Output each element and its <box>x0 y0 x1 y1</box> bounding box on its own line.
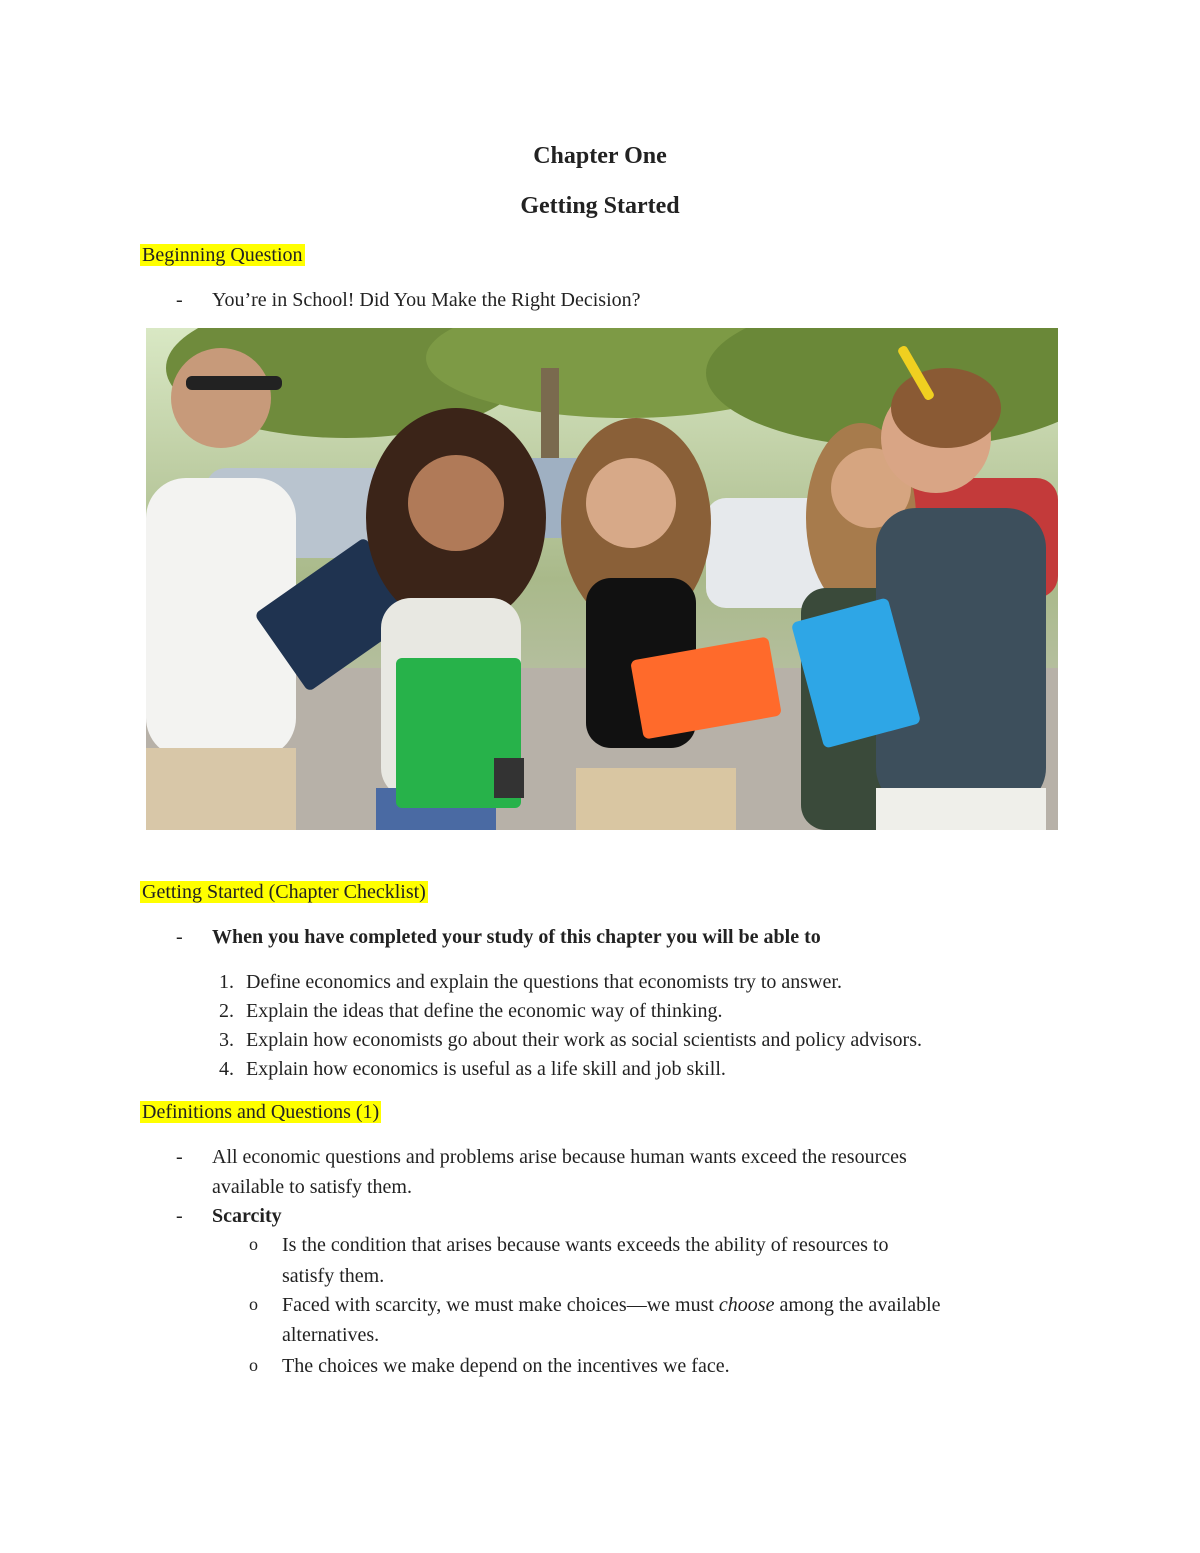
sub-bullet: o <box>249 1355 258 1375</box>
dash-bullet: - <box>176 926 183 948</box>
checklist-highlight: Getting Started (Chapter Checklist) <box>142 881 426 903</box>
students-photo <box>146 328 1058 830</box>
beginning-question-highlight: Beginning Question <box>142 244 303 266</box>
list-number: 1. <box>219 971 234 993</box>
sub-item-2-line2: alternatives. <box>282 1324 380 1346</box>
dash-bullet: - <box>176 289 183 311</box>
sub-item-2-emphasis: choose <box>718 1294 775 1316</box>
sub-item-2-line1 <box>282 1290 941 1320</box>
definitions-label <box>140 1099 381 1125</box>
sub-item-1-line1: Is the condition that arises because wants exceeds the ability of resources to <box>282 1234 889 1256</box>
sub-item-1-line2: satisfy them. <box>282 1265 385 1287</box>
definitions-item-line1: All economic questions and problems arise because human wants exceed the resources <box>212 1146 907 1168</box>
page-title: Getting Started <box>520 193 680 219</box>
beginning-question-label <box>140 242 305 268</box>
beginning-question-item: You’re in School! Did You Make the Right Decision? <box>212 289 641 311</box>
checklist-label <box>140 879 428 905</box>
list-item <box>212 1054 922 1083</box>
list-text: Explain the ideas that define the economic way of thinking. <box>246 1000 723 1022</box>
list-number: 3. <box>219 1029 234 1051</box>
dash-bullet: - <box>176 1146 183 1168</box>
definitions-item-line2: available to satisfy them. <box>212 1176 412 1198</box>
dash-bullet: - <box>176 1205 183 1227</box>
definitions-highlight: Definitions and Questions (1) <box>142 1101 380 1123</box>
sub-item-2-pre: Faced with scarcity, we must make choices—we must <box>282 1294 719 1316</box>
scarcity-term: Scarcity <box>212 1205 282 1227</box>
chapter-heading: Chapter One <box>533 143 667 169</box>
checklist-lead: When you have completed your study of this chapter you will be able to <box>212 926 821 948</box>
checklist-list <box>212 967 922 1083</box>
list-item <box>212 967 922 996</box>
list-item <box>212 996 922 1025</box>
sub-item-3-line1: The choices we make depend on the incentives we face. <box>282 1355 730 1377</box>
list-number: 4. <box>219 1058 234 1080</box>
list-text: Explain how economics is useful as a life skill and job skill. <box>246 1058 726 1080</box>
list-text: Define economics and explain the questions that economists try to answer. <box>246 971 842 993</box>
list-text: Explain how economists go about their work as social scientists and policy advisors. <box>246 1029 922 1051</box>
list-number: 2. <box>219 1000 234 1022</box>
list-item <box>212 1025 922 1054</box>
sub-bullet: o <box>249 1294 258 1314</box>
sub-bullet: o <box>249 1234 258 1254</box>
sub-item-2-post: among the available <box>774 1294 941 1316</box>
